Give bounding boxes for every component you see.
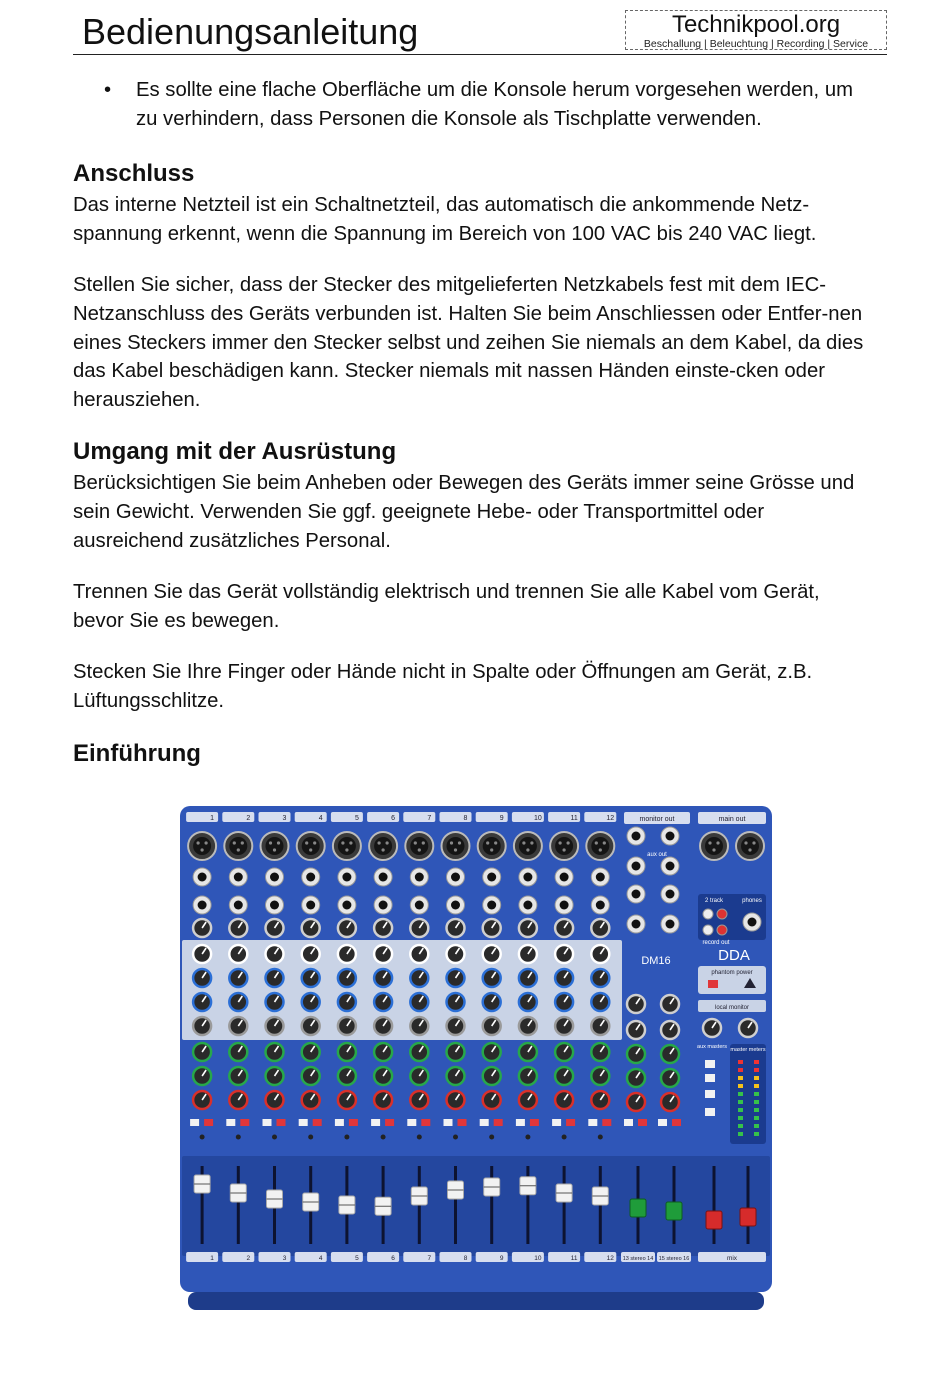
jack-socket-hole — [379, 873, 388, 882]
phantom-power-button — [708, 980, 718, 988]
jack-socket-hole — [487, 873, 496, 882]
rotary-knob-icon — [555, 945, 573, 963]
rotary-knob-icon — [555, 1091, 573, 1109]
meter-led — [738, 1060, 743, 1064]
rotary-knob-icon — [410, 945, 428, 963]
channel-strip-number: 5 — [355, 1255, 359, 1262]
xlr-pin — [450, 841, 453, 844]
xlr-pin — [603, 841, 606, 844]
section-einfuehrung — [73, 739, 873, 769]
xlr-pin — [422, 841, 425, 844]
xlr-pin — [494, 841, 497, 844]
mute-button — [313, 1119, 322, 1126]
phones-label: phones — [742, 898, 762, 904]
xlr-pin — [567, 841, 570, 844]
xlr-pin — [378, 841, 381, 844]
xlr-pin — [595, 841, 598, 844]
mute-button — [204, 1119, 213, 1126]
jack-socket-hole — [342, 901, 351, 910]
channel-number: 8 — [463, 815, 468, 822]
xlr-pin — [752, 841, 755, 844]
xlr-pin — [241, 841, 244, 844]
xlr-pin — [748, 848, 751, 851]
channel-strip-number: 9 — [499, 1255, 504, 1262]
channel-strip-number: 4 — [318, 1255, 323, 1262]
xlr-connector-core — [555, 837, 573, 855]
channel-strip-number: 11 — [570, 1255, 578, 1262]
rotary-knob-icon — [555, 1043, 573, 1061]
xlr-pin — [277, 841, 280, 844]
xlr-pin — [599, 848, 602, 851]
meter-led — [738, 1116, 743, 1120]
jack-socket-hole — [415, 873, 424, 882]
stereo-fader-cap — [666, 1202, 682, 1220]
mute-button — [240, 1119, 249, 1126]
bullet-dot-icon: • — [104, 79, 112, 101]
rotary-knob-icon — [410, 969, 428, 987]
meter-led — [754, 1076, 759, 1080]
mixer-illustration — [178, 804, 774, 1312]
xlr-pin — [418, 848, 421, 851]
xlr-pin — [716, 841, 719, 844]
pfl-button — [444, 1119, 453, 1126]
mixer-front-lip — [188, 1292, 764, 1310]
mute-button — [421, 1119, 430, 1126]
xlr-pin — [454, 848, 457, 851]
jack-socket-hole — [415, 901, 424, 910]
meter-led — [754, 1084, 759, 1088]
peak-led — [598, 1135, 603, 1140]
meter-led — [738, 1108, 743, 1112]
channel-number: 11 — [570, 815, 578, 822]
bullet-item — [73, 76, 873, 133]
pfl-button — [588, 1119, 597, 1126]
xlr-connector-core — [302, 837, 320, 855]
page-header — [73, 8, 887, 55]
local-monitor-label: local monitor — [714, 1005, 750, 1011]
jack-socket-hole — [666, 920, 675, 929]
peak-led — [308, 1135, 313, 1140]
intro-bullet-list — [73, 76, 873, 133]
dda-logo-text: DDA — [718, 947, 750, 964]
channel-strip-number: 7 — [427, 1255, 432, 1262]
rotary-knob-icon — [410, 993, 428, 1011]
xlr-connector-core — [338, 837, 356, 855]
channel-strip-number: 12 — [606, 1255, 614, 1262]
channel-strip-number: 8 — [463, 1255, 468, 1262]
aux-out-label: aux out — [647, 852, 667, 858]
paragraph: Trennen Sie das Gerät vollständig elektrisch und trennen Sie alle Kabel vom Gerät, bevor Sie es bewegen. — [73, 581, 820, 632]
jack-socket-hole — [523, 873, 532, 882]
xlr-pin — [205, 841, 208, 844]
meter-led — [754, 1132, 759, 1136]
meter-led — [738, 1076, 743, 1080]
meter-led — [754, 1116, 759, 1120]
jack-socket-hole — [632, 890, 641, 899]
xlr-pin — [530, 841, 533, 844]
meter-led — [754, 1100, 759, 1104]
section-heading: Anschluss — [73, 160, 195, 188]
rotary-knob-icon — [555, 993, 573, 1011]
peak-led — [381, 1135, 386, 1140]
xlr-pin — [233, 841, 236, 844]
rotary-knob-icon — [555, 1067, 573, 1085]
aux-master-button — [705, 1108, 715, 1116]
mix-fader-cap — [740, 1208, 756, 1226]
xlr-pin — [414, 841, 417, 844]
jack-socket-hole — [632, 920, 641, 929]
meter-led — [754, 1108, 759, 1112]
phantom-power-label: phantom power — [711, 970, 753, 976]
mute-button — [602, 1119, 611, 1126]
meter-led — [754, 1124, 759, 1128]
xlr-connector-core — [447, 837, 465, 855]
mute-button — [566, 1119, 575, 1126]
pfl-button — [299, 1119, 308, 1126]
xlr-connector-core — [374, 837, 392, 855]
fader-section — [182, 1156, 770, 1262]
jack-socket-hole — [198, 901, 207, 910]
stereo-strip-label: 15 stereo 16 — [658, 1256, 690, 1262]
mute-button — [349, 1119, 358, 1126]
jack-socket-hole — [198, 873, 207, 882]
xlr-pin — [386, 841, 389, 844]
xlr-pin — [486, 841, 489, 844]
jack-socket-hole — [451, 873, 460, 882]
xlr-pin — [201, 848, 204, 851]
xlr-connector-core — [741, 837, 759, 855]
xlr-pin — [237, 848, 240, 851]
rotary-knob-icon — [410, 1043, 428, 1061]
mute-button — [385, 1119, 394, 1126]
xlr-connector-core — [193, 837, 211, 855]
xlr-pin — [563, 848, 566, 851]
rotary-knob-icon — [410, 1067, 428, 1085]
xlr-pin — [382, 848, 385, 851]
stereo-fader-cap — [630, 1199, 646, 1217]
channel-number: 10 — [534, 815, 542, 822]
fader-slot — [713, 1166, 716, 1244]
jack-socket-hole — [666, 832, 675, 841]
channel-number: 3 — [282, 815, 287, 822]
mixer-figure — [178, 804, 774, 1312]
paragraph: Das interne Netzteil ist ein Schaltnetzteil, das automatisch die ankommende Netz-spannung erkennt, wenn die Spannung im Bereich von 100 VAC bis 240 VAC liegt. — [73, 194, 817, 245]
jack-socket-hole — [306, 873, 315, 882]
aux-masters-label: aux masters — [697, 1044, 727, 1050]
peak-led — [525, 1135, 530, 1140]
bullet-text: Es sollte eine flache Oberfläche um die Konsole herum vorgesehen werden, um zu verhindern, dass Personen die Konsole als Tischplatte verwenden. — [136, 79, 854, 130]
channel-number: 7 — [427, 815, 432, 822]
jack-socket-hole — [234, 873, 243, 882]
xlr-pin — [522, 841, 525, 844]
mix-fader-cap — [706, 1211, 722, 1229]
document-title: Bedienungsanleitung — [82, 11, 419, 52]
xlr-pin — [273, 848, 276, 851]
fader-slot — [237, 1166, 240, 1244]
pfl-button — [480, 1119, 489, 1126]
jack-socket-hole — [632, 862, 641, 871]
channel-strip-number: 3 — [282, 1255, 287, 1262]
xlr-pin — [341, 841, 344, 844]
jack-socket-hole — [560, 873, 569, 882]
meter-led — [738, 1132, 743, 1136]
xlr-pin — [458, 841, 461, 844]
meter-led — [738, 1100, 743, 1104]
jack-socket-hole — [523, 901, 532, 910]
model-label: DM16 — [641, 955, 671, 967]
xlr-pin — [708, 841, 711, 844]
brand-name: Technikpool.org — [671, 11, 841, 38]
mute-button — [458, 1119, 467, 1126]
channel-number: 5 — [354, 815, 359, 822]
jack-socket-hole — [270, 901, 279, 910]
fader-slot — [563, 1166, 566, 1244]
xlr-connector-core — [591, 837, 609, 855]
pfl-button — [263, 1119, 272, 1126]
master-meters-panel — [730, 1044, 766, 1144]
monitor-out-label: monitor out — [639, 816, 675, 823]
page-content — [73, 76, 873, 781]
jack-socket-hole — [748, 918, 757, 927]
jack-socket-hole — [632, 832, 641, 841]
peak-led — [272, 1135, 277, 1140]
rotary-knob-icon — [555, 969, 573, 987]
paragraph: Stecken Sie Ihre Finger oder Hände nicht in Spalte oder Öffnungen am Gerät, z.B. Lüftungsschlitze. — [73, 661, 813, 712]
meter-led — [738, 1084, 743, 1088]
jack-socket-hole — [379, 901, 388, 910]
rca-socket-icon — [717, 925, 727, 935]
section-heading: Einführung — [73, 739, 201, 767]
jack-socket-hole — [487, 901, 496, 910]
jack-socket-hole — [666, 890, 675, 899]
xlr-pin — [305, 841, 308, 844]
peak-led — [453, 1135, 458, 1140]
rotary-knob-icon — [410, 919, 428, 937]
rotary-knob-icon — [410, 1017, 428, 1035]
xlr-pin — [269, 841, 272, 844]
peak-led — [489, 1135, 494, 1140]
xlr-pin — [526, 848, 529, 851]
channel-number: 4 — [318, 815, 323, 822]
paragraph: Stellen Sie sicher, dass der Stecker des mitgelieferten Netzkabels fest mit dem IEC-Netzanschluss des Geräts verbunden ist. Halten Sie beim Anschliessen oder Entfer-nen eines Steckers immer den Stecker selbst und zeihen Sie niemals an dem Kabel, da dies das Kabel beschädigen kann. Stecker niemals mit nassen Händen einste-cken oder herausziehen. — [73, 274, 864, 411]
jack-socket-hole — [596, 901, 605, 910]
rotary-knob-icon — [410, 1091, 428, 1109]
paragraph: Berücksichtigen Sie beim Anheben oder Bewegen des Geräts immer seine Grösse und sein Gewicht. Verwenden Sie ggf. geeignete Hebe- oder Transportmittel oder ausreichend zusätzliches Personal. — [73, 472, 855, 552]
channel-number: 2 — [246, 815, 251, 822]
meter-led — [754, 1068, 759, 1072]
meter-led — [754, 1060, 759, 1064]
mute-button — [672, 1119, 681, 1126]
mute-button — [638, 1119, 647, 1126]
peak-led — [417, 1135, 422, 1140]
channel-strip-number: 2 — [246, 1255, 251, 1262]
jack-socket-hole — [560, 901, 569, 910]
xlr-pin — [197, 841, 200, 844]
aux-master-button — [705, 1090, 715, 1098]
peak-led — [236, 1135, 241, 1140]
jack-socket-hole — [451, 901, 460, 910]
channel-strip-number: 10 — [534, 1255, 542, 1262]
xlr-pin — [744, 841, 747, 844]
jack-socket-hole — [342, 873, 351, 882]
xlr-connector-core — [519, 837, 537, 855]
meter-led — [738, 1092, 743, 1096]
stereo-strip-label: 13 stereo 14 — [622, 1256, 654, 1262]
jack-socket-hole — [666, 862, 675, 871]
channel-number: 9 — [499, 815, 504, 822]
aux-master-button — [705, 1074, 715, 1082]
xlr-pin — [712, 848, 715, 851]
channel-strip-number: 1 — [210, 1255, 214, 1262]
channel-strip-number: 6 — [391, 1255, 395, 1262]
rotary-knob-icon — [555, 1017, 573, 1035]
jack-socket-hole — [596, 873, 605, 882]
pfl-button — [190, 1119, 199, 1126]
fader-slot — [454, 1166, 457, 1244]
rca-socket-icon — [703, 909, 713, 919]
mute-button — [530, 1119, 539, 1126]
xlr-connector-core — [410, 837, 428, 855]
channel-number: 1 — [210, 815, 215, 822]
jack-socket-hole — [306, 901, 315, 910]
brand-box — [625, 10, 887, 50]
rotary-knob-icon — [555, 919, 573, 937]
mute-button — [494, 1119, 503, 1126]
xlr-connector-core — [229, 837, 247, 855]
pfl-button — [516, 1119, 525, 1126]
mute-button — [277, 1119, 286, 1126]
section-anschluss — [73, 159, 873, 414]
section-umgang — [73, 437, 873, 715]
fader-slot — [747, 1166, 750, 1244]
main-out-label: main out — [718, 816, 746, 823]
meter-led — [754, 1092, 759, 1096]
xlr-pin — [490, 848, 493, 851]
xlr-pin — [313, 841, 316, 844]
record-out-label: record out — [702, 940, 730, 946]
pfl-button — [371, 1119, 380, 1126]
xlr-pin — [349, 841, 352, 844]
xlr-pin — [309, 848, 312, 851]
peak-led — [344, 1135, 349, 1140]
rca-socket-icon — [717, 909, 727, 919]
xlr-connector-core — [483, 837, 501, 855]
xlr-pin — [345, 848, 348, 851]
pfl-button — [335, 1119, 344, 1126]
pfl-button — [552, 1119, 561, 1126]
xlr-connector-core — [705, 837, 723, 855]
pfl-button — [658, 1119, 667, 1126]
two-track-label: 2 track — [704, 898, 724, 904]
jack-socket-hole — [234, 901, 243, 910]
xlr-pin — [559, 841, 562, 844]
mix-label: mix — [726, 1255, 738, 1262]
pfl-button — [407, 1119, 416, 1126]
channel-number: 6 — [391, 815, 396, 822]
section-heading: Umgang mit der Ausrüstung — [73, 438, 397, 466]
pfl-button — [226, 1119, 235, 1126]
channel-number: 12 — [606, 815, 615, 822]
peak-led — [562, 1135, 567, 1140]
jack-socket-hole — [270, 873, 279, 882]
master-meters-label: master meters — [730, 1047, 766, 1053]
pfl-button — [624, 1119, 633, 1126]
rca-socket-icon — [703, 925, 713, 935]
brand-tagline: Beschallung | Beleuchtung | Recording | Service — [643, 38, 869, 50]
meter-led — [738, 1068, 743, 1072]
meter-led — [738, 1124, 743, 1128]
xlr-connector-core — [266, 837, 284, 855]
aux-master-button — [705, 1060, 715, 1068]
peak-led — [200, 1135, 205, 1140]
